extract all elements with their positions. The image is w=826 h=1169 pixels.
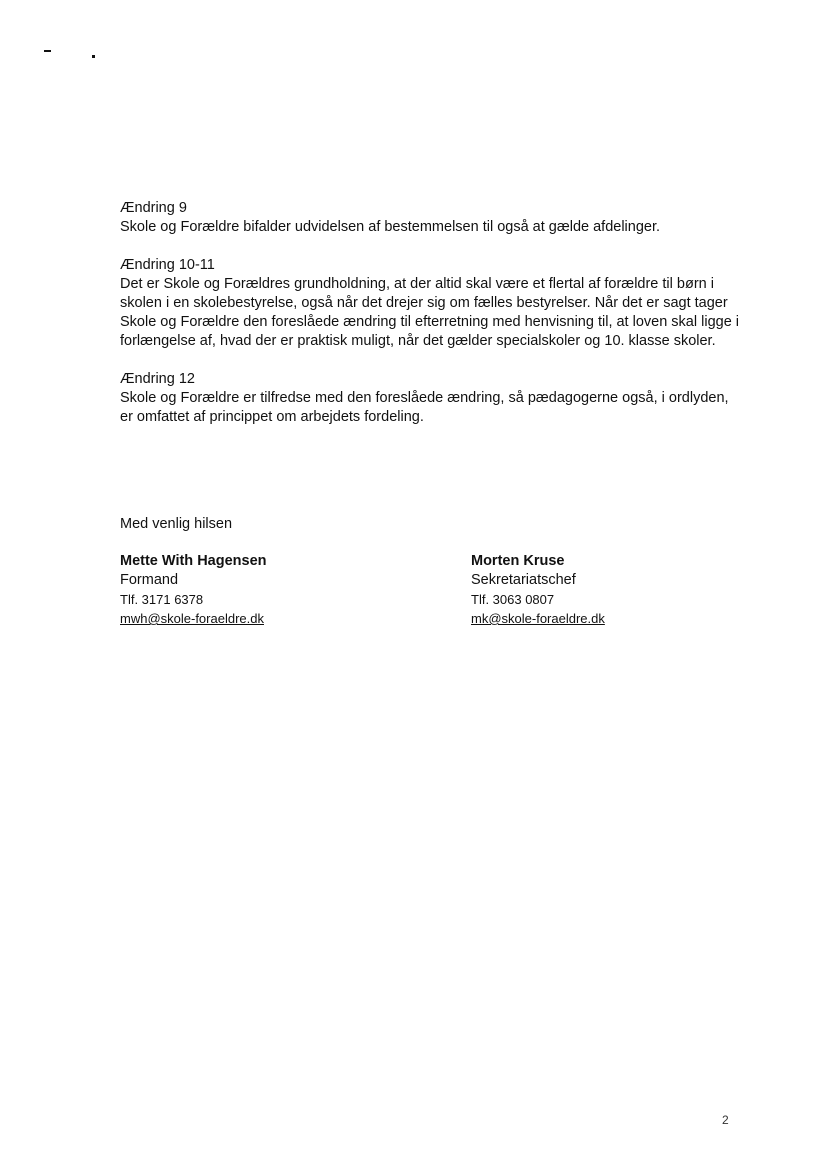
signatory-email-link[interactable]: mwh@skole-foraeldre.dk xyxy=(120,611,264,626)
scan-specks xyxy=(0,0,120,70)
closing-greeting: Med venlig hilsen xyxy=(120,516,233,532)
amendment-heading: Ændring 12 xyxy=(120,371,195,387)
amendment-section xyxy=(120,256,740,351)
signatory-phone: Tlf. 3063 0807 xyxy=(471,592,555,607)
signatory-role: Sekretariatschef xyxy=(471,572,576,588)
signatory-phone: Tlf. 3171 6378 xyxy=(120,592,204,607)
amendment-heading: Ændring 10-11 xyxy=(120,257,215,273)
signatory-block xyxy=(120,552,267,628)
scan-speck xyxy=(44,50,51,52)
signatory-role: Formand xyxy=(120,572,179,588)
amendment-section xyxy=(120,370,740,427)
page-number: 2 xyxy=(722,1113,729,1127)
signatory-email-link[interactable]: mk@skole-foraeldre.dk xyxy=(471,611,605,626)
amendment-text: Det er Skole og Forældres grundholdning, at der altid skal være et flertal af forældre til børn i skolen i en skolebestyrelse, også når det drejer sig om fælles bestyrelser. Når det er sagt tager Skole og Forældre den foreslåede ændring til efterretning med henvisning til, at loven skal ligge i forlængelse af, hvad der er praktisk muligt, når det gælder specialskoler og 10. klasse skoler. xyxy=(120,276,740,349)
amendment-heading: Ændring 9 xyxy=(120,200,187,216)
amendment-section xyxy=(120,199,740,237)
amendment-text: Skole og Forældre bifalder udvidelsen af bestemmelsen til også at gælde afdelinger. xyxy=(120,219,661,235)
letter-body xyxy=(120,199,740,446)
signatory-name: Mette With Hagensen xyxy=(120,553,267,569)
signatory-block xyxy=(471,552,605,628)
signatory-name: Morten Kruse xyxy=(471,553,565,569)
scan-speck xyxy=(92,55,95,58)
amendment-text: Skole og Forældre er tilfredse med den foreslåede ændring, så pædagogerne også, i ordlyden, er omfattet af princippet om arbejdets fordeling. xyxy=(120,390,729,425)
